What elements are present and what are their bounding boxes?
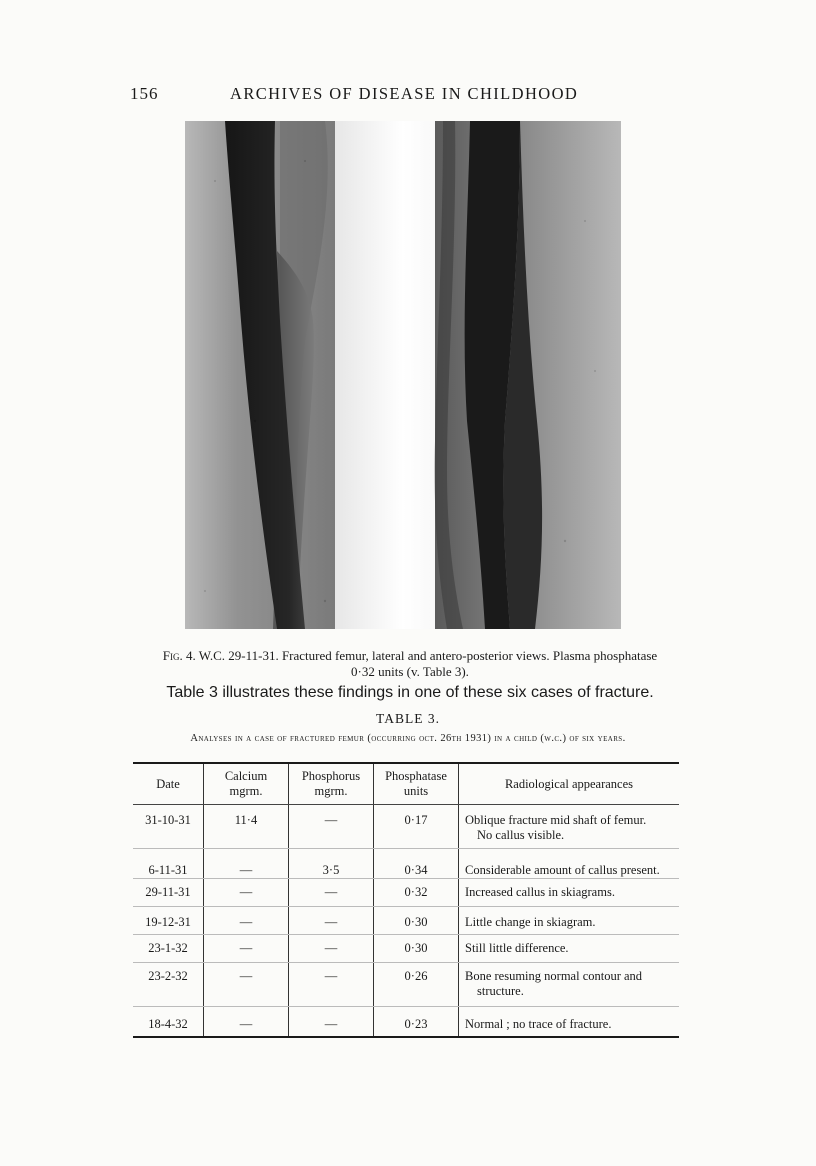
page-header: [130, 84, 690, 108]
cell-date: 6-11-31: [133, 849, 204, 879]
cell-radiological: Bone resuming normal contour and structure.: [459, 963, 680, 1007]
cell-radiological: Little change in skiagram.: [459, 907, 680, 935]
cell-date: 23-1-32: [133, 935, 204, 963]
cell-calcium: —: [204, 935, 289, 963]
xray-image: [185, 121, 621, 629]
cell-phosphorus: —: [289, 879, 374, 907]
cell-date: 23-2-32: [133, 963, 204, 1007]
table-row: [133, 935, 679, 963]
cell-date: 31-10-31: [133, 805, 204, 849]
cell-phosphorus: —: [289, 907, 374, 935]
header-radiological: Radiological appearances: [459, 763, 680, 805]
cell-phosphatase: 0·26: [374, 963, 459, 1007]
figure-caption: [150, 648, 670, 680]
xray-figure: [185, 121, 621, 629]
cell-date: 18-4-32: [148, 1017, 188, 1031]
figure-label: Fig. 4.: [162, 648, 196, 663]
cell-radiological: Increased callus in skiagrams.: [459, 879, 680, 907]
cell-radiological: Still little difference.: [459, 935, 680, 963]
cell-phosphatase: 0·17: [374, 805, 459, 849]
cell-phosphatase: 0·30: [374, 907, 459, 935]
body-paragraph: Table 3 illustrates these findings in one of these six cases of fracture.: [166, 684, 654, 701]
table-row: [133, 805, 679, 849]
table-header-row: [133, 763, 679, 805]
cell-date: 19-12-31: [133, 907, 204, 935]
cell-phosphorus: —: [289, 935, 374, 963]
page-number: 156: [130, 84, 159, 103]
cell-phosphatase: 0·32: [374, 879, 459, 907]
cell-calcium: 11·4: [204, 805, 289, 849]
cell-calcium: —: [204, 963, 289, 1007]
table-row: [133, 963, 679, 1007]
cell-radiological: Normal ; no trace of fracture.: [459, 1007, 680, 1037]
cell-phosphorus: 3·5: [289, 849, 374, 879]
analysis-table: [133, 762, 679, 1038]
header-date: Date: [133, 763, 204, 805]
figure-caption-text: W.C. 29-11-31. Fractured femur, lateral and antero-posterior views. Plasma phosphatase 0·32 units (v. Table 3).: [198, 648, 658, 679]
table-row: [133, 1007, 679, 1037]
table-subtitle: Analyses in a case of fractured femur (occurring oct. 26th 1931) in a child (w.c.) of six years.: [190, 733, 626, 744]
table-title: TABLE 3.: [376, 711, 440, 726]
cell-calcium: —: [204, 849, 289, 879]
cell-radiological: Oblique fracture mid shaft of femur. No callus visible.: [459, 805, 680, 849]
cell-calcium: —: [204, 879, 289, 907]
cell-phosphatase: 0·23: [374, 1007, 459, 1037]
cell-phosphatase: 0·30: [374, 935, 459, 963]
table-row: [133, 907, 679, 935]
cell-date: 29-11-31: [133, 879, 204, 907]
cell-calcium: —: [204, 907, 289, 935]
cell-calcium: —: [204, 1007, 289, 1037]
cell-phosphorus: —: [289, 805, 374, 849]
cell-phosphatase: 0·34: [374, 849, 459, 879]
table-row: [133, 849, 679, 879]
journal-title: ARCHIVES OF DISEASE IN CHILDHOOD: [230, 84, 579, 103]
cell-phosphorus: —: [289, 963, 374, 1007]
header-phosphorus: Phosphorus mgrm.: [289, 763, 374, 805]
header-phosphatase: Phosphatase units: [374, 763, 459, 805]
cell-radiological: Considerable amount of callus present.: [459, 849, 680, 879]
table-row: [133, 879, 679, 907]
cell-phosphorus: —: [289, 1007, 374, 1037]
header-calcium: Calcium mgrm.: [204, 763, 289, 805]
